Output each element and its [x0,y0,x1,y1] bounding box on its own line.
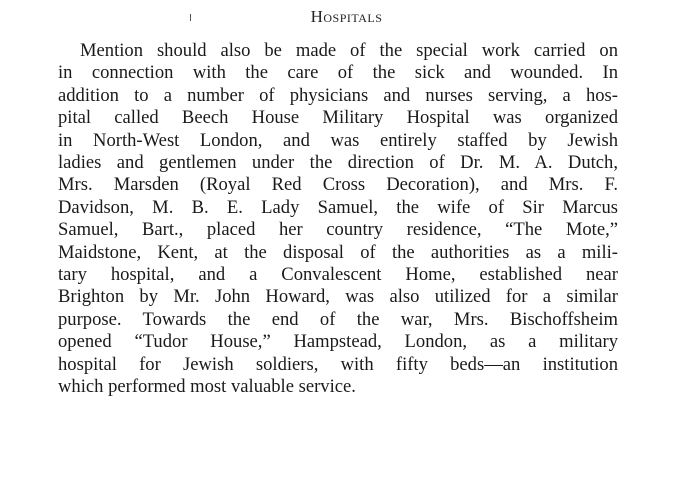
text-line: Mrs. Marsden (Royal Red Cross Decoration), and Mrs. F. [58,174,618,196]
paragraph [58,40,618,399]
text-line: Davidson, M. B. E. Lady Samuel, the wife of Sir Marcus [58,196,618,218]
text-line: Maidstone, Kent, at the disposal of the authorities as a mili- [58,241,618,263]
text-line: tary hospital, and a Convalescent Home, established near [58,264,618,286]
text-line: ladies and gentlemen under the direction of Dr. M. A. Dutch, [58,152,618,174]
text-line: which performed most valuable service. [58,376,356,398]
text-line: opened “Tudor House,” Hampstead, London, as a military [58,331,618,353]
text-line: Mention should also be made of the special work carried on [80,40,618,61]
text-line: pital called Beech House Military Hospital was organized [58,107,618,129]
text-line: purpose. Towards the end of the war, Mrs. Bischoffsheim [58,308,618,330]
text-line: Brighton by Mr. John Howard, was also utilized for a similar [58,286,618,308]
text-line: in connection with the care of the sick and wounded. In [58,62,618,84]
text-line: addition to a number of physicians and nurses serving, a hos- [58,84,618,106]
text-line: in North-West London, and was entirely staffed by Jewish [58,129,618,151]
text-line: hospital for Jewish soldiers, with fifty beds—an institution [58,353,618,375]
section-heading: Hospitals [310,7,383,26]
text-line: Samuel, Bart., placed her country residence, “The Mote,” [58,219,618,241]
